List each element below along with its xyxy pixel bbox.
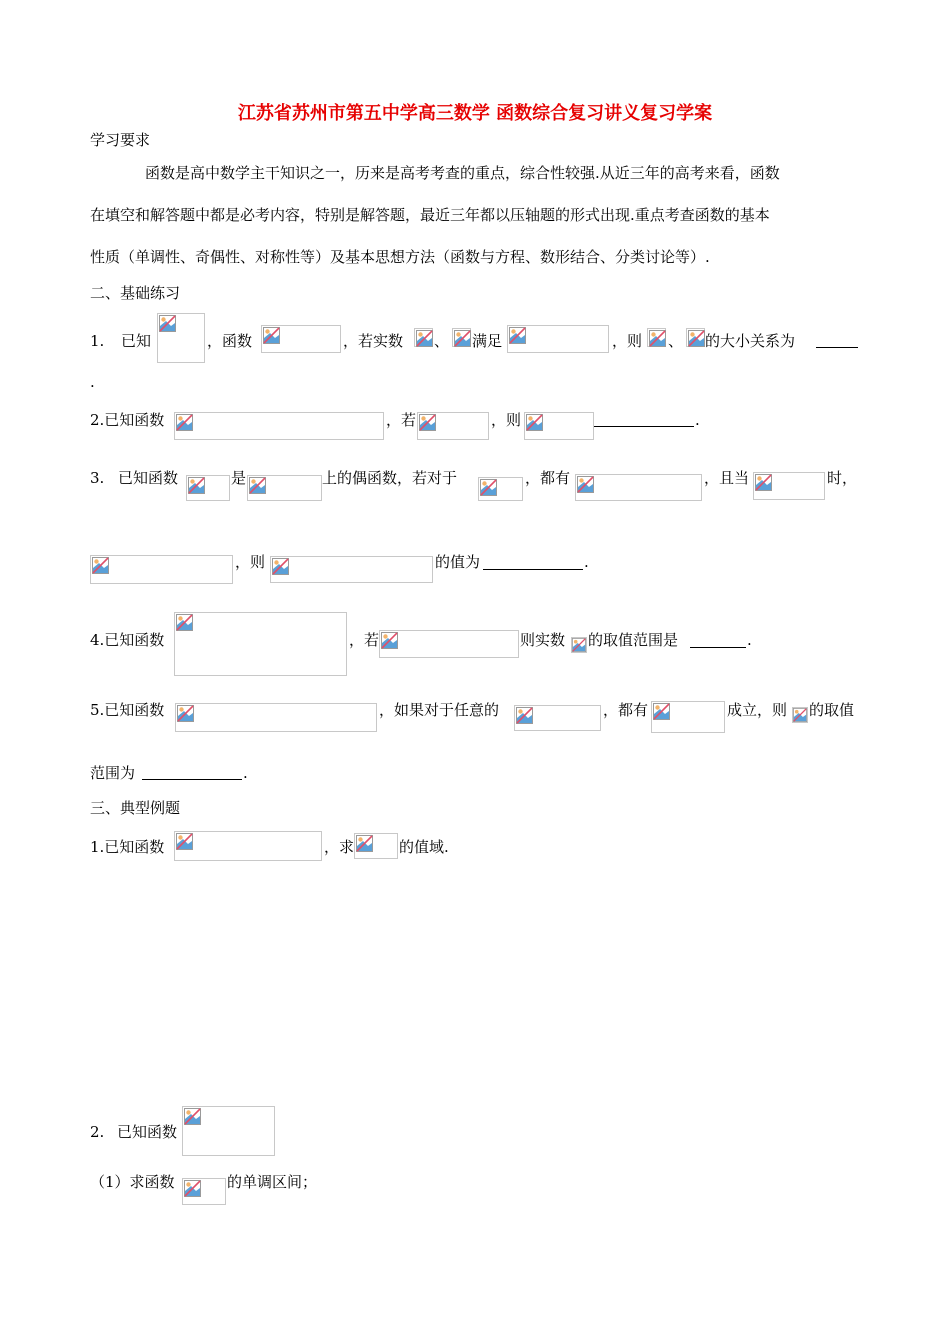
broken-image-icon — [480, 479, 497, 496]
formula-image — [753, 472, 825, 500]
formula-image — [514, 705, 601, 731]
q4-text: ，若 — [349, 631, 380, 649]
formula-image — [261, 325, 341, 353]
q5-text: 范围为 — [90, 764, 136, 782]
broken-image-icon — [793, 708, 807, 722]
formula-image — [90, 555, 233, 584]
q3-text: ，则 — [235, 553, 266, 571]
q1-text: ，若实数 — [343, 332, 404, 350]
e2-text: 已知函数 — [117, 1123, 178, 1141]
section-heading-requirements: 学习要求 — [90, 131, 151, 149]
q1-text: 满足 — [472, 332, 503, 350]
broken-image-icon — [416, 330, 433, 347]
page-title: 江苏省苏州市第五中学高三数学 函数综合复习讲义复习学案 — [237, 103, 713, 124]
broken-image-icon — [381, 632, 398, 649]
e2-number: 2. — [90, 1123, 105, 1141]
broken-image-icon — [577, 476, 594, 493]
broken-image-icon — [184, 1180, 201, 1197]
q4-text: 的取值范围是 — [588, 631, 679, 649]
broken-image-icon — [419, 414, 436, 431]
q4-end: . — [747, 631, 752, 649]
e1-text: ，求 — [324, 838, 355, 856]
formula-image — [647, 328, 666, 347]
q3-number: 3. — [90, 469, 105, 487]
intro-line-2: 在填空和解答题中都是必考内容，特别是解答题，最近三年都以压轴题的形式出现.重点考查函数的基本 — [90, 206, 770, 224]
broken-image-icon — [272, 558, 289, 575]
broken-image-icon — [159, 315, 176, 332]
q1-text: ，则 — [612, 332, 643, 350]
formula-image — [174, 412, 384, 440]
broken-image-icon — [653, 703, 670, 720]
formula-image — [270, 556, 433, 583]
q1-text: 的大小关系为 — [705, 332, 796, 350]
q4-text: 4.已知函数 — [90, 631, 165, 649]
intro-line-1: 函数是高中数学主干知识之一，历来是高考考查的重点，综合性较强.从近三年的高考来看，函数 — [145, 164, 780, 182]
q1-text: 、 — [434, 332, 450, 350]
q3-text: 已知函数 — [118, 469, 179, 487]
formula-image — [792, 707, 808, 723]
formula-image — [575, 474, 702, 501]
broken-image-icon — [176, 614, 193, 631]
e1-text: 1.已知函数 — [90, 838, 165, 856]
formula-image — [175, 703, 377, 732]
broken-image-icon — [263, 327, 280, 344]
q1-number: 1. — [90, 332, 105, 350]
q1-text: ，函数 — [207, 332, 253, 350]
formula-image — [186, 475, 230, 501]
q4-text: 则实数 — [520, 631, 566, 649]
q5-end: . — [243, 764, 248, 782]
q5-text: 5.已知函数 — [90, 701, 165, 719]
formula-image — [507, 325, 609, 353]
broken-image-icon — [688, 330, 705, 347]
section-heading-examples: 三、典型例题 — [90, 799, 181, 817]
broken-image-icon — [509, 327, 526, 344]
q3-text: 的值为 — [435, 553, 481, 571]
formula-image — [354, 833, 398, 859]
answer-blank — [483, 569, 583, 570]
q5-text: ，都有 — [603, 701, 649, 719]
answer-blank — [816, 347, 858, 348]
q3-text: 上的偶函数，若对于 — [322, 469, 458, 487]
e1-text: 的值域. — [399, 838, 449, 856]
broken-image-icon — [649, 330, 666, 347]
broken-image-icon — [516, 707, 533, 724]
q1-text: 已知 — [121, 332, 152, 350]
formula-image — [651, 701, 725, 733]
formula-image — [414, 328, 433, 347]
q3-text: ，都有 — [525, 469, 571, 487]
q3-text: 时， — [827, 469, 858, 487]
answer-blank — [594, 426, 694, 427]
formula-image — [174, 612, 347, 676]
formula-image — [379, 630, 519, 658]
formula-image — [452, 328, 471, 347]
formula-image — [182, 1106, 275, 1156]
formula-image — [157, 313, 205, 363]
answer-blank — [142, 779, 242, 780]
intro-line-3: 性质（单调性、奇偶性、对称性等）及基本思想方法（函数与方程、数形结合、分类讨论等）. — [90, 248, 710, 266]
formula-image — [247, 475, 322, 501]
q5-text: 的取值 — [809, 701, 855, 719]
q2-end: . — [695, 411, 700, 429]
q5-text: ，如果对于任意的 — [379, 701, 500, 719]
broken-image-icon — [188, 477, 205, 494]
q3-text: 是 — [231, 469, 247, 487]
formula-image — [417, 412, 489, 440]
q5-text: 成立，则 — [727, 701, 788, 719]
broken-image-icon — [249, 477, 266, 494]
broken-image-icon — [755, 474, 772, 491]
e2-1-text: 的单调区间； — [227, 1173, 318, 1191]
section-heading-basic: 二、基础练习 — [90, 284, 181, 302]
q2-text: ，则 — [491, 411, 522, 429]
q3-end: . — [584, 553, 589, 571]
broken-image-icon — [184, 1108, 201, 1125]
broken-image-icon — [176, 833, 193, 850]
formula-image — [182, 1178, 226, 1205]
broken-image-icon — [356, 835, 373, 852]
broken-image-icon — [454, 330, 471, 347]
formula-image — [174, 831, 322, 861]
q1-text: 、 — [668, 332, 684, 350]
q3-text: ，且当 — [704, 469, 750, 487]
broken-image-icon — [526, 414, 543, 431]
formula-image — [686, 328, 705, 347]
formula-image — [524, 412, 594, 440]
formula-image — [478, 477, 523, 501]
q1-end: . — [90, 373, 95, 391]
formula-image — [571, 637, 587, 653]
broken-image-icon — [92, 557, 109, 574]
broken-image-icon — [572, 638, 586, 652]
e2-1-text: （1）求函数 — [90, 1173, 175, 1191]
broken-image-icon — [177, 705, 194, 722]
broken-image-icon — [176, 414, 193, 431]
q2-text: ，若 — [386, 411, 417, 429]
answer-blank — [690, 647, 746, 648]
q2-text: 2.已知函数 — [90, 411, 165, 429]
